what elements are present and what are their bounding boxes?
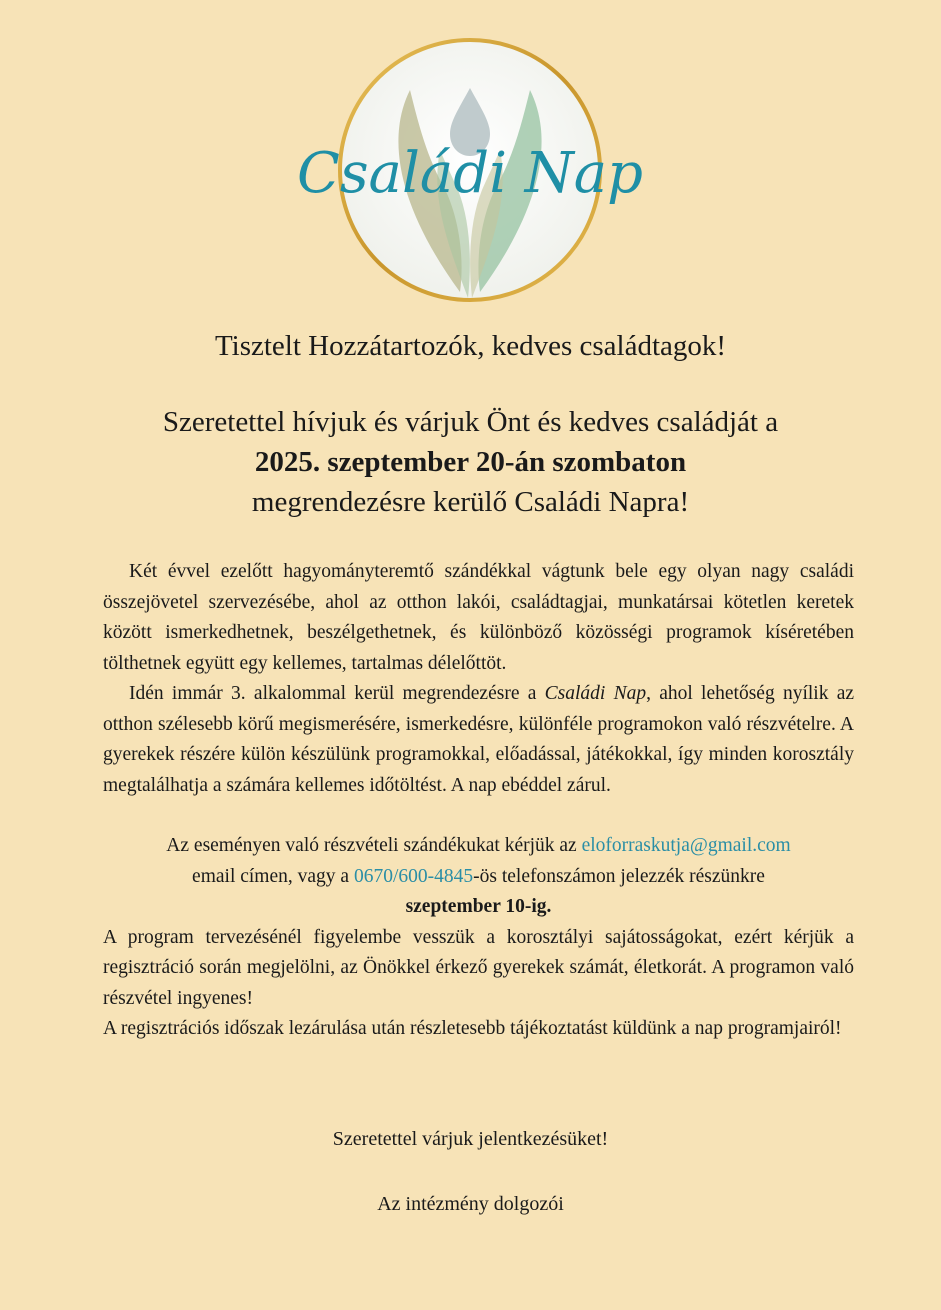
logo-emblem: [290, 30, 650, 310]
invitation-block: [0, 402, 941, 522]
logo-title: Családi Nap: [296, 141, 644, 206]
event-name-italic: Családi Nap: [544, 683, 647, 704]
paragraph-more-info: A regisztrációs időszak lezárulása után részletesebb tájékoztatást küldünk a nap programjairól!: [103, 1018, 842, 1039]
contact-text: Az eseményen való részvételi szándékukat kérjük az: [166, 835, 582, 856]
signature: Az intézmény dolgozói: [377, 1193, 564, 1215]
family-day-logo: [290, 30, 650, 310]
email-link[interactable]: eloforraskutja@gmail.com: [581, 835, 791, 856]
contact-line-2: [103, 862, 854, 893]
closing-line: Szeretettel várjuk jelentkezésüket!: [332, 1128, 609, 1150]
contact-line-1: [103, 831, 854, 862]
paragraph-this-year: [103, 679, 854, 801]
paragraph-registration: A program tervezésénél figyelembe vesszük a korosztályi sajátosságokat, ezért kérjük a regisztráció során megjelölni, az Önökkel érkező gyerekek számát, életkorát. A programon való részvétel ingyenes!: [103, 926, 854, 1009]
letter-body: [103, 557, 854, 1045]
para2-text-start: Idén immár 3. alkalommal kerül megrendezésre a: [129, 683, 545, 704]
para2-text-end: , ahol lehetőség nyílik az otthon szélesebb körű megismerésére, ismerkedésre, különféle programokon való részvételre. A gyerekek részére külön készülünk programokkal, előadással, játékokkal, így minden korosztály megtalálhatja a számára kellemes időtöltést. A nap ebéddel zárul.: [103, 683, 855, 796]
phone-link[interactable]: 0670/600-4845: [353, 865, 474, 887]
invitation-line-3: megrendezésre kerülő Családi Napra!: [251, 486, 690, 518]
registration-deadline: szeptember 10-ig.: [405, 896, 552, 917]
greeting-heading: Tisztelt Hozzátartozók, kedves családtagok!: [214, 330, 727, 362]
contact-text-2: email címen, vagy a: [192, 865, 354, 887]
paragraph-history: Két évvel ezelőtt hagyományteremtő szándékkal vágtunk bele egy olyan nagy családi összejövetel szervezésébe, ahol az otthon lakói, családtagjai, munkatársai kötetlen keretek között ismerkedhetnek, beszélgethetnek, és különböző közösségi programok kíséretében tölthetnek együtt egy kellemes, tartalmas délelőttöt.: [103, 561, 854, 674]
event-date: 2025. szeptember 20-án szombaton: [254, 446, 687, 478]
invitation-line-1: Szeretettel hívjuk és várjuk Önt és kedves családját a: [162, 406, 779, 438]
contact-text-3: -ös telefonszámon jelezzék részünkre: [473, 865, 765, 887]
